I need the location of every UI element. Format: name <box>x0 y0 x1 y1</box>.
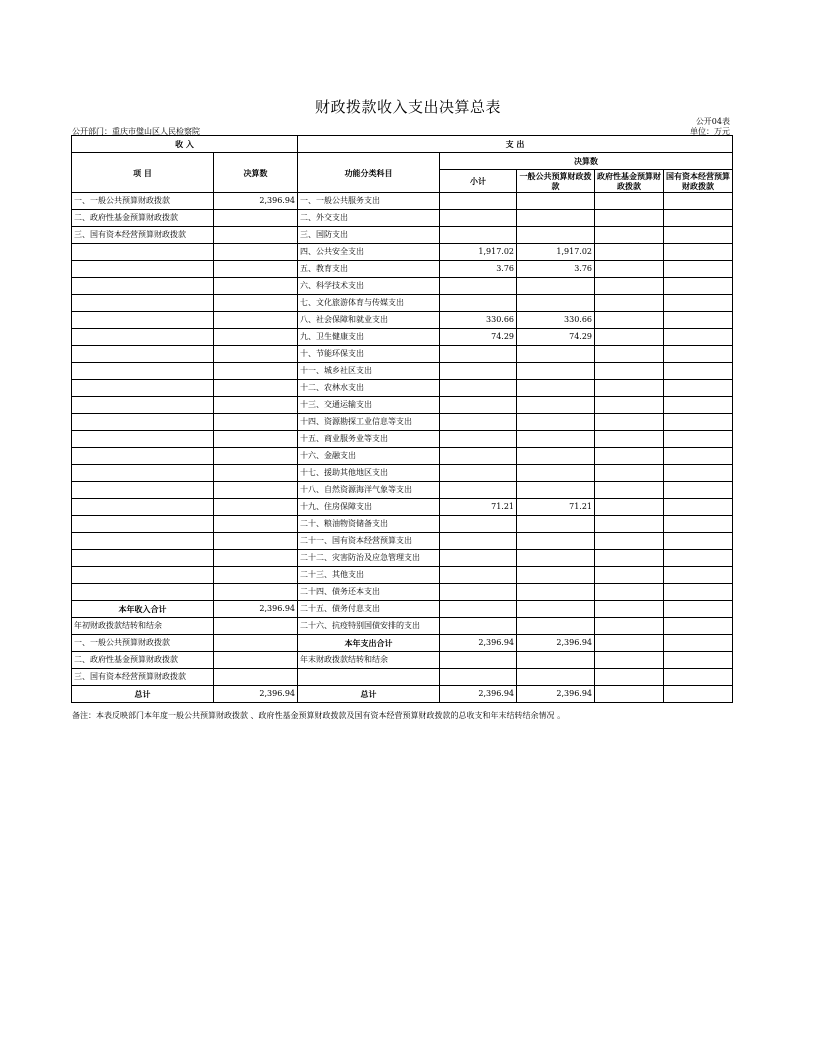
state-capital-cell <box>664 601 733 618</box>
unit-label: 单位：万元 <box>690 127 730 136</box>
general-budget-cell <box>517 346 595 363</box>
income-item-cell <box>72 312 214 329</box>
general-budget-cell <box>517 295 595 312</box>
expense-item-cell: 二十六、抗疫特别国债安排的支出 <box>298 618 440 635</box>
gov-fund-cell <box>595 618 664 635</box>
subtotal-cell <box>440 278 517 295</box>
income-amount-cell <box>214 227 298 244</box>
department-label: 公开部门：重庆市璧山区人民检察院 <box>72 127 200 136</box>
income-item-cell <box>72 295 214 312</box>
subtotal-cell <box>440 295 517 312</box>
income-amount-cell <box>214 669 298 686</box>
expense-item-cell: 十七、援助其他地区支出 <box>298 465 440 482</box>
subtotal-cell <box>440 516 517 533</box>
gov-fund-header: 政府性基金预算财政拨款 <box>595 170 664 193</box>
gov-fund-cell <box>595 499 664 516</box>
general-budget-cell <box>517 448 595 465</box>
subtotal-cell <box>440 533 517 550</box>
income-amount-cell <box>214 618 298 635</box>
amount-header: 决算数 <box>214 153 298 193</box>
expense-item-cell: 二十五、债务付息支出 <box>298 601 440 618</box>
table-row <box>72 261 733 278</box>
income-amount-cell <box>214 635 298 652</box>
income-amount-cell <box>214 380 298 397</box>
income-item-cell <box>72 584 214 601</box>
general-budget-cell <box>517 618 595 635</box>
gov-fund-cell <box>595 363 664 380</box>
income-item-cell <box>72 380 214 397</box>
income-amount-cell <box>214 550 298 567</box>
income-item-cell <box>72 516 214 533</box>
general-budget-cell <box>517 414 595 431</box>
expense-item-cell: 二十二、灾害防治及应急管理支出 <box>298 550 440 567</box>
expense-item-cell: 二十、粮油物资储备支出 <box>298 516 440 533</box>
general-budget-cell: 2,396.94 <box>517 686 595 703</box>
expense-item-cell: 十五、商业服务业等支出 <box>298 431 440 448</box>
table-row <box>72 278 733 295</box>
subtotal-cell <box>440 414 517 431</box>
state-capital-cell <box>664 329 733 346</box>
subtotal-header: 小计 <box>440 170 517 193</box>
state-capital-cell <box>664 584 733 601</box>
income-item-cell <box>72 278 214 295</box>
gov-fund-cell <box>595 533 664 550</box>
subtotal-cell <box>440 210 517 227</box>
gov-fund-cell <box>595 550 664 567</box>
subtotal-cell <box>440 346 517 363</box>
item-header: 项 目 <box>72 153 214 193</box>
state-capital-cell <box>664 550 733 567</box>
state-capital-cell <box>664 652 733 669</box>
income-item-cell: 三、国有资本经营预算财政拨款 <box>72 669 214 686</box>
gov-fund-cell <box>595 244 664 261</box>
subtotal-cell <box>440 482 517 499</box>
subtotal-cell <box>440 193 517 210</box>
gov-fund-cell <box>595 448 664 465</box>
gov-fund-cell <box>595 397 664 414</box>
state-capital-cell <box>664 499 733 516</box>
general-budget-cell: 1,917.02 <box>517 244 595 261</box>
table-row <box>72 652 733 669</box>
expense-item-cell: 十四、资源勘探工业信息等支出 <box>298 414 440 431</box>
income-item-cell <box>72 567 214 584</box>
subtotal-cell <box>440 380 517 397</box>
gov-fund-cell <box>595 482 664 499</box>
gov-fund-cell <box>595 295 664 312</box>
income-item-cell <box>72 465 214 482</box>
expense-item-cell: 四、公共安全支出 <box>298 244 440 261</box>
income-amount-cell <box>214 482 298 499</box>
subtotal-cell <box>440 618 517 635</box>
income-item-cell: 一、一般公共预算财政拨款 <box>72 193 214 210</box>
gov-fund-cell <box>595 210 664 227</box>
general-budget-cell <box>517 380 595 397</box>
gov-fund-cell <box>595 465 664 482</box>
income-header: 收 入 <box>72 136 298 153</box>
income-item-cell <box>72 363 214 380</box>
expense-item-cell: 二十四、债务还本支出 <box>298 584 440 601</box>
state-capital-cell <box>664 193 733 210</box>
table-row <box>72 193 733 210</box>
table-row <box>72 482 733 499</box>
subtotal-cell <box>440 397 517 414</box>
gov-fund-cell <box>595 346 664 363</box>
gov-fund-cell <box>595 652 664 669</box>
expense-item-cell: 年末财政拨款结转和结余 <box>298 652 440 669</box>
table-row <box>72 499 733 516</box>
expense-item-cell: 二十三、其他支出 <box>298 567 440 584</box>
income-item-cell <box>72 244 214 261</box>
expense-item-cell: 十一、城乡社区支出 <box>298 363 440 380</box>
table-row <box>72 380 733 397</box>
state-capital-cell <box>664 686 733 703</box>
state-capital-cell <box>664 414 733 431</box>
table-row <box>72 244 733 261</box>
expense-item-cell: 一、一般公共服务支出 <box>298 193 440 210</box>
income-amount-cell <box>214 397 298 414</box>
subtotal-cell: 2,396.94 <box>440 635 517 652</box>
budget-group-header: 决算数 <box>440 153 733 170</box>
income-amount-cell <box>214 448 298 465</box>
income-amount-cell <box>214 295 298 312</box>
state-capital-cell <box>664 380 733 397</box>
income-item-cell <box>72 397 214 414</box>
subtotal-cell: 330.66 <box>440 312 517 329</box>
table-row <box>72 397 733 414</box>
gov-fund-cell <box>595 261 664 278</box>
general-budget-cell: 74.29 <box>517 329 595 346</box>
table-row <box>72 601 733 618</box>
gov-fund-cell <box>595 329 664 346</box>
expense-item-cell: 十八、自然资源海洋气象等支出 <box>298 482 440 499</box>
table-row <box>72 312 733 329</box>
income-item-cell <box>72 499 214 516</box>
income-amount-cell <box>214 431 298 448</box>
general-budget-cell <box>517 210 595 227</box>
income-item-cell: 一、一般公共预算财政拨款 <box>72 635 214 652</box>
subtotal-cell <box>440 584 517 601</box>
state-capital-cell <box>664 618 733 635</box>
income-item-cell <box>72 550 214 567</box>
subtotal-cell <box>440 550 517 567</box>
footnote: 备注：本表反映部门本年度一般公共预算财政拨款 、政府性基金预算财政拨款及国有资本经营预算财政拨款的总收支和年末结转结余情况 。 <box>72 711 566 720</box>
state-capital-header: 国有资本经营预算财政拨款 <box>664 170 733 193</box>
expense-item-cell: 六、科学技术支出 <box>298 278 440 295</box>
general-budget-cell <box>517 516 595 533</box>
subtotal-cell <box>440 465 517 482</box>
expense-item-cell: 十九、住房保障支出 <box>298 499 440 516</box>
income-amount-cell <box>214 652 298 669</box>
income-item-cell <box>72 329 214 346</box>
general-budget-cell <box>517 431 595 448</box>
table-row <box>72 533 733 550</box>
general-budget-cell <box>517 533 595 550</box>
table-row <box>72 635 733 652</box>
state-capital-cell <box>664 295 733 312</box>
table-row <box>72 346 733 363</box>
table-row <box>72 329 733 346</box>
general-budget-cell: 3.76 <box>517 261 595 278</box>
state-capital-cell <box>664 346 733 363</box>
expense-item-cell: 八、社会保障和就业支出 <box>298 312 440 329</box>
expense-item-cell: 十二、农林水支出 <box>298 380 440 397</box>
expense-item-cell: 十、节能环保支出 <box>298 346 440 363</box>
general-budget-cell <box>517 669 595 686</box>
income-amount-cell <box>214 244 298 261</box>
general-budget-cell: 2,396.94 <box>517 635 595 652</box>
state-capital-cell <box>664 312 733 329</box>
general-budget-cell <box>517 601 595 618</box>
general-budget-cell <box>517 482 595 499</box>
income-item-cell <box>72 414 214 431</box>
income-item-cell: 二、政府性基金预算财政拨款 <box>72 210 214 227</box>
state-capital-cell <box>664 261 733 278</box>
expense-item-cell: 三、国防支出 <box>298 227 440 244</box>
income-amount-cell <box>214 329 298 346</box>
general-budget-cell <box>517 652 595 669</box>
state-capital-cell <box>664 363 733 380</box>
subtotal-cell <box>440 431 517 448</box>
general-budget-cell <box>517 550 595 567</box>
general-budget-cell <box>517 227 595 244</box>
subtotal-cell <box>440 448 517 465</box>
income-amount-cell <box>214 567 298 584</box>
subtotal-cell: 1,917.02 <box>440 244 517 261</box>
income-amount-cell <box>214 363 298 380</box>
income-amount-cell <box>214 278 298 295</box>
gov-fund-cell <box>595 312 664 329</box>
income-amount-cell <box>214 346 298 363</box>
income-amount-cell <box>214 465 298 482</box>
expense-item-cell: 十六、金融支出 <box>298 448 440 465</box>
subtotal-cell <box>440 363 517 380</box>
income-item-cell <box>72 261 214 278</box>
gov-fund-cell <box>595 601 664 618</box>
subtotal-cell: 2,396.94 <box>440 686 517 703</box>
general-budget-cell <box>517 193 595 210</box>
table-row <box>72 584 733 601</box>
gov-fund-cell <box>595 414 664 431</box>
gov-fund-cell <box>595 686 664 703</box>
table-row <box>72 363 733 380</box>
income-item-cell <box>72 448 214 465</box>
table-row <box>72 516 733 533</box>
page-title: 财政拨款收入支出决算总表 <box>314 98 501 116</box>
income-amount-cell: 2,396.94 <box>214 686 298 703</box>
state-capital-cell <box>664 244 733 261</box>
gov-fund-cell <box>595 278 664 295</box>
general-budget-cell <box>517 278 595 295</box>
subtotal-cell <box>440 567 517 584</box>
income-item-cell: 总计 <box>72 686 214 703</box>
income-amount-cell <box>214 312 298 329</box>
table-row <box>72 567 733 584</box>
state-capital-cell <box>664 210 733 227</box>
gov-fund-cell <box>595 516 664 533</box>
table-row <box>72 618 733 635</box>
table-row <box>72 414 733 431</box>
table-row <box>72 295 733 312</box>
general-budget-cell <box>517 567 595 584</box>
gov-fund-cell <box>595 567 664 584</box>
general-budget-cell: 330.66 <box>517 312 595 329</box>
budget-table <box>71 135 733 703</box>
income-amount-cell <box>214 533 298 550</box>
general-budget-cell <box>517 465 595 482</box>
general-budget-cell <box>517 584 595 601</box>
general-budget-cell: 71.21 <box>517 499 595 516</box>
state-capital-cell <box>664 278 733 295</box>
income-amount-cell <box>214 261 298 278</box>
table-row <box>72 686 733 703</box>
form-number: 公开04表 <box>695 117 730 126</box>
income-amount-cell <box>214 499 298 516</box>
table-row <box>72 465 733 482</box>
state-capital-cell <box>664 431 733 448</box>
gov-fund-cell <box>595 431 664 448</box>
gov-fund-cell <box>595 635 664 652</box>
state-capital-cell <box>664 482 733 499</box>
general-budget-cell <box>517 363 595 380</box>
subtotal-cell: 74.29 <box>440 329 517 346</box>
state-capital-cell <box>664 465 733 482</box>
general-budget-header: 一般公共预算财政拨款 <box>517 170 595 193</box>
subtotal-cell <box>440 669 517 686</box>
expense-item-cell: 五、教育支出 <box>298 261 440 278</box>
gov-fund-cell <box>595 193 664 210</box>
expense-item-cell: 总计 <box>298 686 440 703</box>
expense-item-cell: 十三、交通运输支出 <box>298 397 440 414</box>
func-class-header: 功能分类科目 <box>298 153 440 193</box>
income-amount-cell <box>214 210 298 227</box>
table-row <box>72 210 733 227</box>
income-item-cell <box>72 346 214 363</box>
table-row <box>72 669 733 686</box>
state-capital-cell <box>664 397 733 414</box>
table-row <box>72 431 733 448</box>
subtotal-cell: 71.21 <box>440 499 517 516</box>
income-item-cell <box>72 533 214 550</box>
income-item-cell <box>72 482 214 499</box>
gov-fund-cell <box>595 380 664 397</box>
subtotal-cell <box>440 227 517 244</box>
state-capital-cell <box>664 448 733 465</box>
income-amount-cell <box>214 516 298 533</box>
expense-item-cell: 本年支出合计 <box>298 635 440 652</box>
income-item-cell: 年初财政拨款结转和结余 <box>72 618 214 635</box>
expense-item-cell <box>298 669 440 686</box>
state-capital-cell <box>664 227 733 244</box>
expense-item-cell: 七、文化旅游体育与传媒支出 <box>298 295 440 312</box>
state-capital-cell <box>664 516 733 533</box>
general-budget-cell <box>517 397 595 414</box>
income-amount-cell <box>214 584 298 601</box>
income-item-cell <box>72 431 214 448</box>
expense-item-cell: 二、外交支出 <box>298 210 440 227</box>
subtotal-cell <box>440 652 517 669</box>
state-capital-cell <box>664 635 733 652</box>
table-row <box>72 227 733 244</box>
state-capital-cell <box>664 533 733 550</box>
gov-fund-cell <box>595 227 664 244</box>
table-row <box>72 550 733 567</box>
expense-item-cell: 二十一、国有资本经营预算支出 <box>298 533 440 550</box>
gov-fund-cell <box>595 669 664 686</box>
gov-fund-cell <box>595 584 664 601</box>
income-item-cell: 三、国有资本经营预算财政拨款 <box>72 227 214 244</box>
income-amount-cell: 2,396.94 <box>214 601 298 618</box>
table-row <box>72 448 733 465</box>
income-amount-cell <box>214 414 298 431</box>
income-item-cell: 二、政府性基金预算财政拨款 <box>72 652 214 669</box>
expense-item-cell: 九、卫生健康支出 <box>298 329 440 346</box>
income-amount-cell: 2,396.94 <box>214 193 298 210</box>
income-item-cell: 本年收入合计 <box>72 601 214 618</box>
subtotal-cell <box>440 601 517 618</box>
expense-header: 支 出 <box>298 136 733 153</box>
state-capital-cell <box>664 669 733 686</box>
subtotal-cell: 3.76 <box>440 261 517 278</box>
state-capital-cell <box>664 567 733 584</box>
